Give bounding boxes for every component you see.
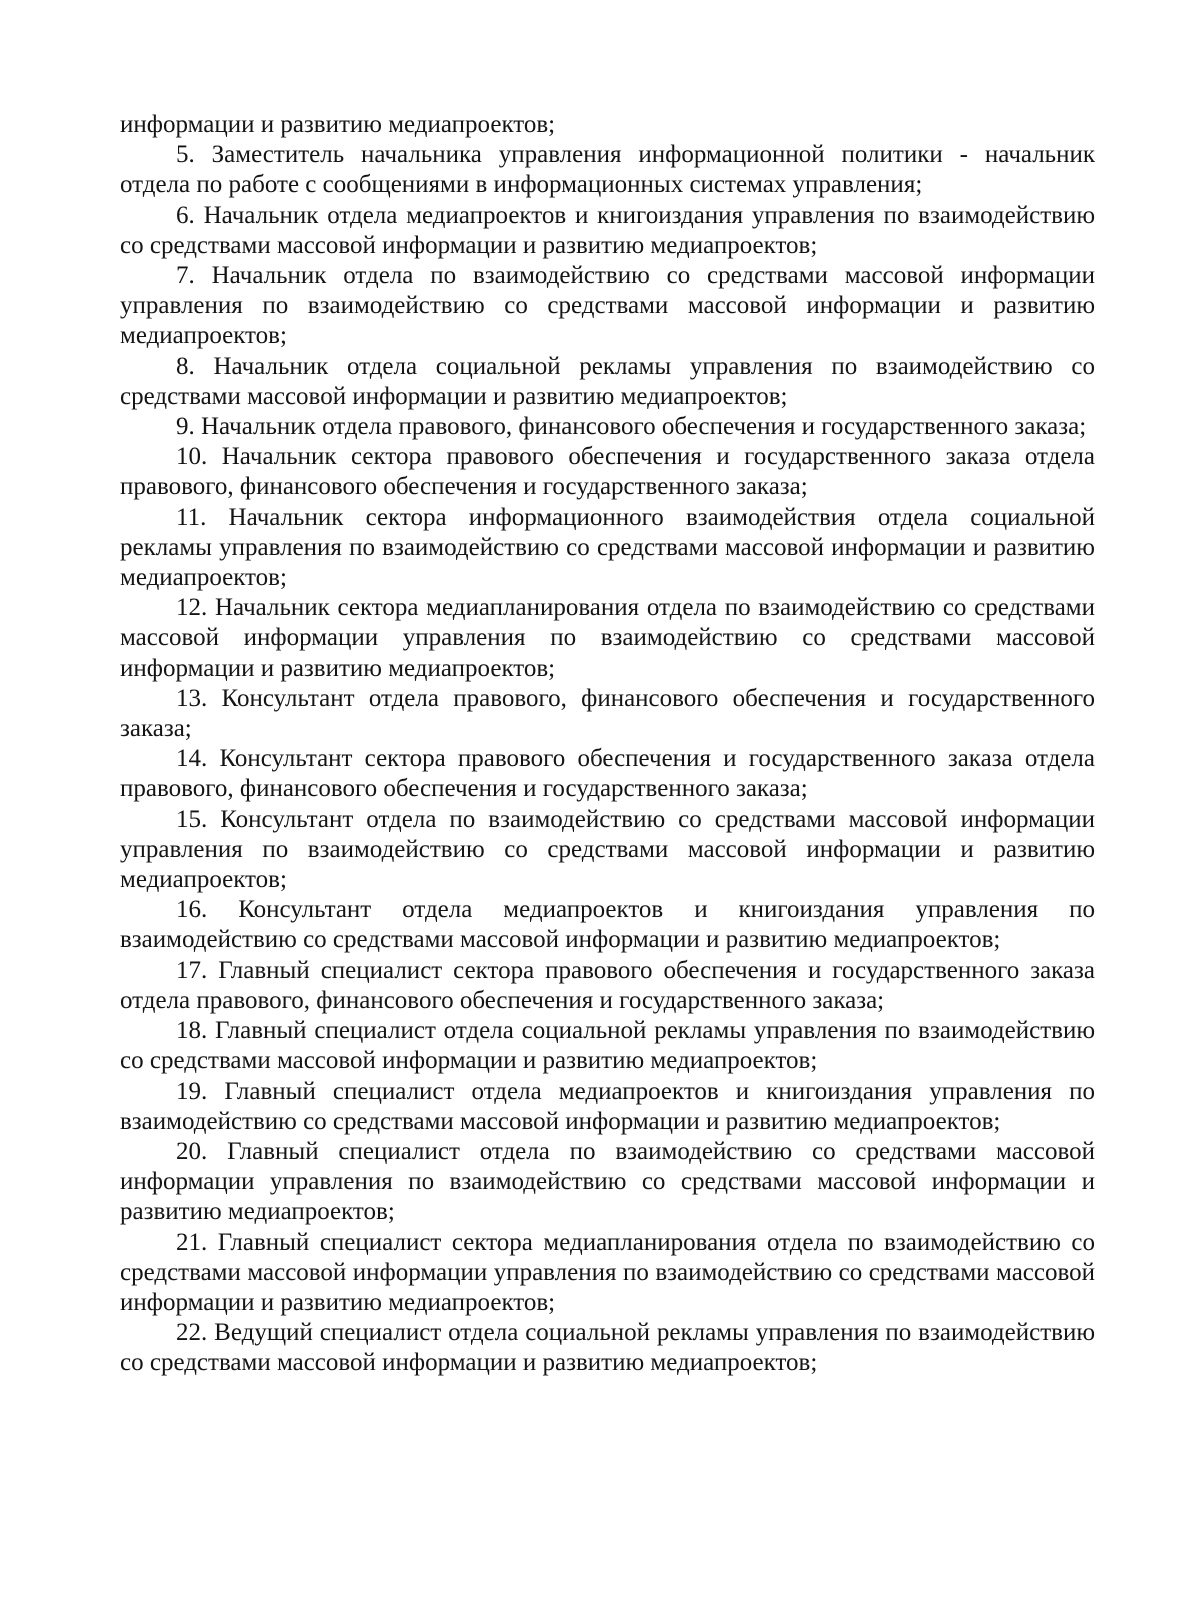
list-item-6 (120, 201, 1095, 261)
list-item-18 (120, 1016, 1095, 1076)
list-item-text: Главный специалист отдела по взаимодействию со средствами массовой информации управления по взаимодействию со средствами массовой информации и развитию медиапроектов; (120, 1137, 1096, 1226)
list-item-text: Консультант отдела медиапроектов и книгоиздания управления по взаимодействию со средствами массовой информации и развитию медиапроектов; (120, 896, 1095, 954)
list-item-text: Ведущий специалист отдела социальной рекламы управления по взаимодействию со средствами массовой информации и развитию медиапроектов; (120, 1319, 1095, 1377)
list-item-12 (120, 593, 1095, 684)
list-item-text: Консультант сектора правового обеспечения и государственного заказа отдела правового, финансового обеспечения и государственного заказа; (120, 745, 1095, 803)
list-item-10 (120, 442, 1095, 502)
list-item-number: 14. (176, 745, 208, 773)
list-item-number: 13. (176, 684, 208, 712)
list-item-text: Заместитель начальника управления информационной политики - начальник отдела по работе с сообщениями в информационных системах управления; (120, 141, 1095, 199)
list-item-text: Консультант отдела правового, финансового обеспечения и государственного заказа; (120, 684, 1095, 743)
paragraph-text: информации и развитию медиапроектов; (120, 111, 556, 138)
list-item-text: Начальник сектора информационного взаимодействия отдела социальной рекламы управления по взаимодействию со средствами массовой информации и развитию медиапроектов; (120, 503, 1095, 592)
list-item-number: 6. (176, 201, 195, 229)
list-item-16 (120, 895, 1095, 955)
list-item-17 (120, 956, 1095, 1016)
list-item-8 (120, 352, 1095, 412)
list-item-7 (120, 261, 1095, 352)
list-item-number: 8. (176, 352, 195, 380)
document-body (120, 110, 1095, 1379)
list-item-20 (120, 1137, 1095, 1228)
list-item-number: 10. (176, 443, 208, 471)
list-item-text: Начальник сектора медиапланирования отдела по взаимодействию со средствами массовой информации управления по взаимодействию со средствами массовой информации и развитию медиапроектов; (120, 594, 1095, 682)
list-item-22 (120, 1318, 1095, 1378)
list-item-text: Главный специалист сектора медиапланирования отдела по взаимодействию со средствами массовой информации управления по взаимодействию со средствами массовой информации и развитию медиапроектов; (120, 1228, 1096, 1316)
list-item-text: Консультант отдела по взаимодействию со средствами массовой информации управления по взаимодействию со средствами массовой информации и развитию медиапроектов; (120, 805, 1095, 894)
list-item-number: 20. (176, 1137, 208, 1165)
list-item-number: 16. (176, 896, 208, 924)
list-item-number: 17. (176, 956, 208, 984)
list-item-text: Главный специалист отдела социальной рекламы управления по взаимодействию со средствами массовой информации и развитию медиапроектов; (120, 1017, 1096, 1075)
list-item-9 (120, 412, 1095, 442)
list-item-text: Начальник отдела правового, финансового обеспечения и государственного заказа; (201, 413, 1087, 441)
list-item-text: Главный специалист отдела медиапроектов и книгоиздания управления по взаимодействию со средствами массовой информации и развитию медиапроектов; (120, 1077, 1096, 1135)
list-item-19 (120, 1077, 1095, 1137)
list-item-number: 9. (176, 413, 195, 441)
list-item-number: 7. (176, 262, 195, 290)
list-item-21 (120, 1228, 1095, 1319)
list-item-5 (120, 140, 1095, 200)
list-item-text: Начальник отдела по взаимодействию со средствами массовой информации управления по взаимодействию со средствами массовой информации и развитию медиапроектов; (120, 262, 1095, 350)
list-item-number: 19. (176, 1077, 208, 1105)
list-item-number: 18. (176, 1017, 208, 1045)
list-item-13 (120, 684, 1095, 744)
list-item-text: Главный специалист сектора правового обеспечения и государственного заказа отдела правового, финансового обеспечения и государственного заказа; (120, 956, 1095, 1014)
list-item-number: 11. (176, 503, 207, 531)
paragraph-continuation (120, 110, 1095, 140)
list-item-text: Начальник отдела социальной рекламы управления по взаимодействию со средствами массовой информации и развитию медиапроектов; (120, 352, 1096, 410)
list-item-number: 5. (176, 141, 195, 169)
list-item-text: Начальник отдела медиапроектов и книгоиздания управления по взаимодействию со средствами массовой информации и развитию медиапроектов; (120, 201, 1096, 259)
list-item-number: 15. (176, 805, 208, 833)
list-item-11 (120, 503, 1095, 594)
list-item-number: 21. (176, 1228, 208, 1256)
list-item-text: Начальник сектора правового обеспечения и государственного заказа отдела правового, финансового обеспечения и государственного заказа; (120, 443, 1096, 501)
list-item-number: 22. (176, 1319, 208, 1347)
list-item-15 (120, 805, 1095, 896)
list-item-number: 12. (176, 594, 208, 622)
list-item-14 (120, 744, 1095, 804)
